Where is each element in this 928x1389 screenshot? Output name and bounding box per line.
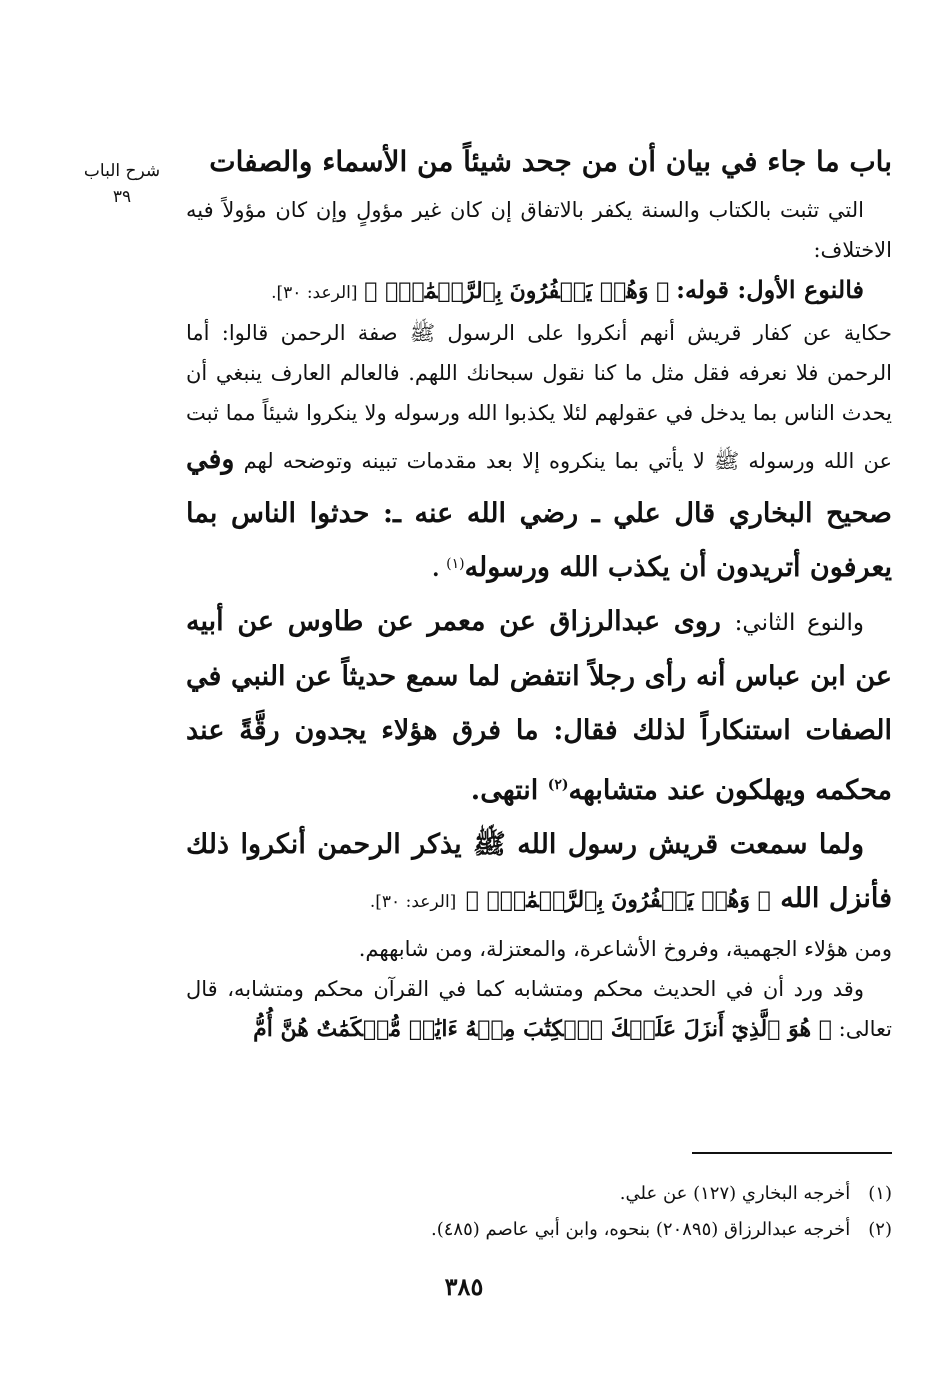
footnote-1 [186,1176,892,1212]
verse-reference-2: [الرعد: ٣٠]. [369,892,457,912]
chapter-heading [186,140,892,184]
verse-reference-1: [الرعد: ٣٠]. [271,283,358,303]
footnote-divider [692,1152,892,1154]
footnote-2 [186,1212,892,1248]
quran-verse-2: ﴿ وَهُمۡ يَكۡفُرُونَ بِٱلرَّحۡمَٰنِۚ ﴾ [465,887,771,913]
paragraph-3-text: حكاية عن كفار قريش أنهم أنكروا على الرسول ﷺ صفة الرحمن قالوا: أما الرحمن فلا نعرفه فقل مثل ما كنا نقول سبحانك اللهم. فالعالم العارف ينبغي أن يحدث الناس بما يدخل في عقولهم لئلا يكذبوا الله ورسوله ولا ينكروا شيئاً مما ثبت عن الله ورسوله ﷺ لا يأتي بما ينكروه إلا بعد مقدمات تبينه وتوضحه لهم [186,321,892,473]
chapter-heading-part1: باب ما جاء في بيان أن [627,145,892,178]
paragraph-5-text: ولما سمعت قريش رسول الله ﷺ يذكر الرحمن أنكروا ذلك فأنزل الله [186,829,892,914]
paragraph-1-text: التي تثبت بالكتاب والسنة يكفر بالاتفاق إن كان غير مؤولٍ وإن كان مؤولاً فيه الاختلاف: [186,198,892,262]
page-number: ٣٨٥ [444,1272,484,1301]
margin-note-number: ٣٩ [112,187,132,207]
footnote-2-number: (٢) [868,1219,892,1240]
paragraph-7-text: وقد ورد أن في الحديث محكم ومتشابه كما في القرآن محكم ومتشابه، قال تعالى: [186,977,892,1041]
paragraph-4 [186,595,892,818]
paragraph-4-end: انتهى. [470,775,539,806]
footnote-1-number: (١) [868,1183,892,1204]
paragraph-1 [186,190,892,270]
paragraph-7 [186,969,892,1049]
paragraph-3-end: . [432,556,440,581]
paragraph-2 [186,270,892,313]
paragraph-4-text: روى عبدالرزاق عن معمر عن طاوس عن أبيه عن ابن عباس أنه رأى رجلاً انتفض لما سمع حديثاً عن النبي في الصفات استنكاراً لذلك فقال: ما فرق هؤلاء يجدون رقَّةً عند محكمه ويهلكون عند متشابهه [186,606,892,806]
paragraph-6-text: ومن هؤلاء الجهمية، وفروخ الأشاعرة، والمعتزلة، ومن شابههم. [358,937,892,961]
paragraph-4-lead: والنوع الثاني: [734,610,864,636]
quran-verse-1: ﴿ وَهُمۡ يَكۡفُرُونَ بِٱلرَّحۡمَٰنِۚ ﴾ [364,278,670,304]
quran-verse-3: ﴿ هُوَ ٱلَّذِيٓ أَنزَلَ عَلَيۡكَ ٱلۡكِتَٰبَ مِنۡهُ ءَايَٰتٞ مُّحۡكَمَٰتٌ هُنَّ أُمُّ [253,1016,832,1042]
footnote-2-text: أخرجه عبدالرزاق (٢٠٨٩٥) بنحوه، وابن أبي عاصم (٤٨٥). [430,1219,851,1240]
paragraph-5 [186,818,892,929]
footnote-ref-2: (٢) [547,777,569,793]
page-body [186,140,892,1049]
footnote-ref-1: (١) [446,556,465,572]
footnotes [186,1176,892,1248]
paragraph-2-lead: فالنوع الأول: قوله: [676,275,864,304]
margin-note [72,158,172,210]
paragraph-3-quote: وفي صحيح البخاري قال علي ـ رضي الله عنه ـ: حدثوا الناس بما يعرفون أتريدون أن يكذب الله ورسوله [186,444,892,583]
chapter-heading-part2: من جحد شيئاً من الأسماء والصفات [209,145,618,178]
paragraph-6 [186,929,892,969]
paragraph-3 [186,313,892,595]
footnote-1-text: أخرجه البخاري (١٢٧) عن علي. [619,1183,851,1204]
margin-note-title: شرح الباب [83,161,161,181]
